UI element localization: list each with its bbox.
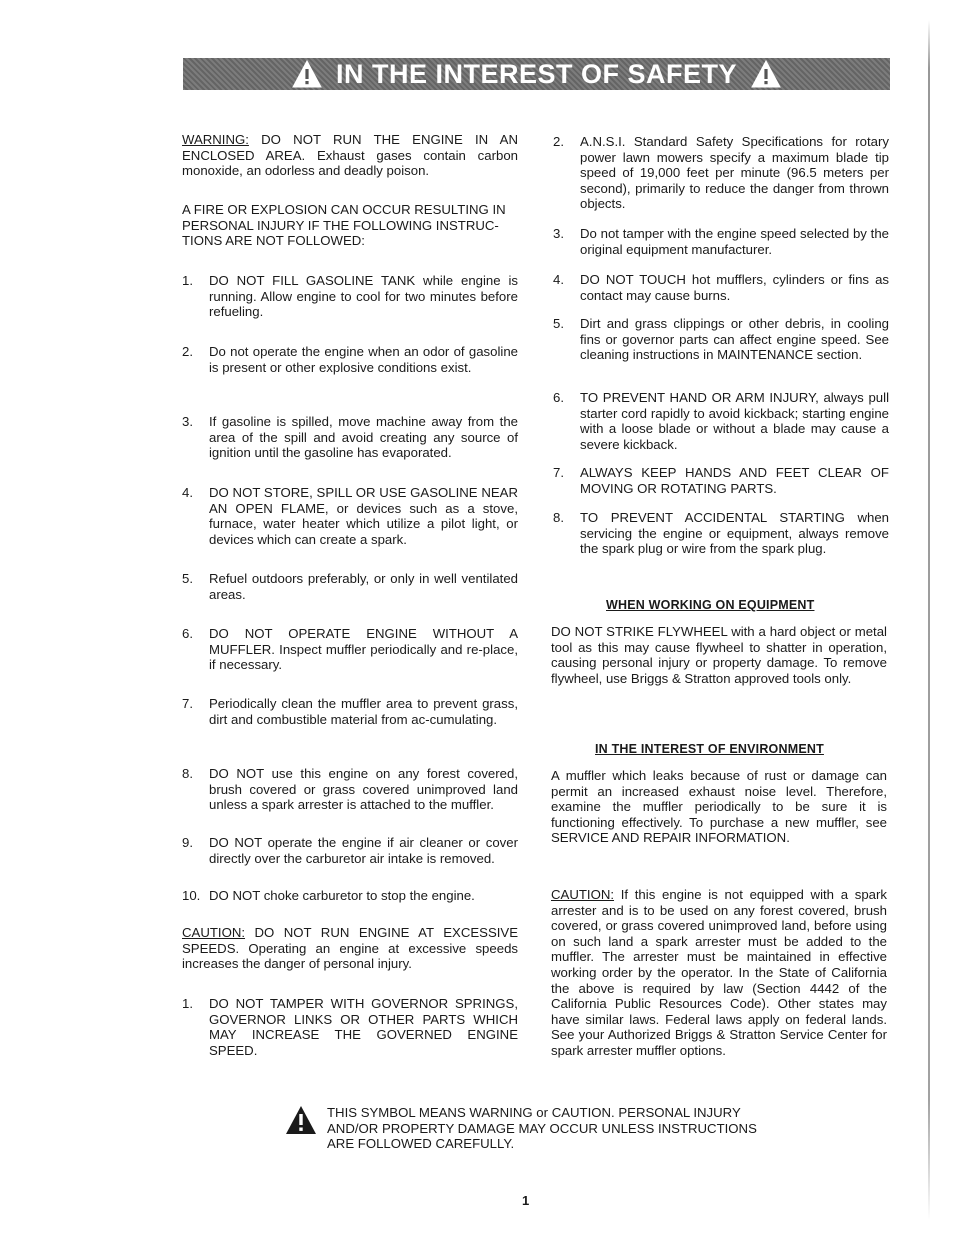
item-number: 2. [182, 344, 193, 359]
equipment-paragraph: DO NOT STRIKE FLYWHEEL with a hard object or metal tool as this may cause flywheel to shatter in operation, causing personal injury or property damage. To remove flywheel, use Briggs & Stratton approved tools only. [551, 624, 887, 686]
list-item [553, 316, 889, 363]
item-number: 5. [553, 316, 564, 331]
item-number: 10. [182, 888, 201, 903]
item-text: TO PREVENT ACCIDENTAL STARTING when servicing the engine or equipment, always remove the spark plug or wire from the spark plug. [580, 510, 889, 557]
item-number: 8. [553, 510, 564, 525]
item-text: DO NOT STORE, SPILL OR USE GASOLINE NEAR AN OPEN FLAME, or devices such as a stove, furnace, water heater which utilize a pilot light, or devices which can create a spark. [209, 485, 518, 547]
list-item [553, 465, 889, 496]
equipment-heading: WHEN WORKING ON EQUIPMENT [606, 598, 815, 612]
warning-triangle-icon [292, 60, 322, 88]
item-text: If gasoline is spilled, move machine away from the area of the spill and avoid creating any source of ignition until the gasoline has evaporated. [209, 414, 518, 461]
list-item [182, 626, 518, 673]
spark-arrester-caution [551, 887, 887, 1059]
list-item [182, 344, 518, 375]
list-item [553, 134, 889, 212]
item-text: Do not operate the engine when an odor of gasoline is present or other explosive conditions exist. [209, 344, 518, 375]
item-text: DO NOT FILL GASOLINE TANK while engine is running. Allow engine to cool for two minutes before refueling. [209, 273, 518, 320]
list-item [553, 226, 889, 257]
list-item [182, 571, 518, 602]
item-number: 7. [553, 465, 564, 480]
list-item [182, 835, 518, 866]
item-number: 5. [182, 571, 193, 586]
caution-text: DO NOT RUN ENGINE AT EXCESSIVE SPEEDS. Operating an engine at excessive speeds increases the danger of personal injury. [182, 925, 518, 972]
safety-banner [183, 58, 890, 90]
item-text: DO NOT TOUCH hot mufflers, cylinders or fins as contact may cause burns. [580, 272, 889, 303]
list-item [182, 888, 518, 904]
list-item [553, 272, 889, 303]
item-text: A.N.S.I. Standard Safety Specifications for rotary power lawn mowers specify a maximum blade tip speed of 19,000 feet per minute (96.5 meters per second), primarily to reduce the danger from thrown objects. [580, 134, 889, 212]
item-text: Refuel outdoors preferably, or only in well ventilated areas. [209, 571, 518, 602]
caution-text: If this engine is not equipped with a spark arrester and is to be used on any forest covered, brush covered, or grass covered unimproved land, before using on such land a spark arrester must be added to the muffler. The arrester must be maintained in effective working order by the operator. In the State of California the above is required by law (Section 4442 of the California Public Resources Code). Other states may have similar laws. Federal laws apply on federal lands. See your Authorized Briggs & Stratton Service Center for spark arrester muffler options. [551, 887, 888, 1058]
item-number: 9. [182, 835, 193, 850]
item-number: 2. [553, 134, 564, 149]
warning-triangle-icon [285, 1105, 317, 1135]
warning-label: WARNING: [182, 132, 249, 147]
item-text: Periodically clean the muffler area to prevent grass, dirt and combustible material from ac-cumulating. [209, 696, 518, 727]
environment-heading: IN THE INTEREST OF ENVIRONMENT [595, 742, 824, 756]
list-item [553, 510, 889, 557]
item-number: 7. [182, 696, 193, 711]
item-text: DO NOT use this engine on any forest covered, brush covered or grass covered unimproved land unless a spark arrester is attached to the muffler. [209, 766, 518, 813]
list-item [182, 273, 518, 320]
item-number: 3. [553, 226, 564, 241]
warning-triangle-icon [751, 60, 781, 88]
item-number: 3. [182, 414, 193, 429]
item-number: 4. [553, 272, 564, 287]
item-text: TO PREVENT HAND OR ARM INJURY, always pull starter cord rapidly to avoid kickback; starting engine with a loose blade or without a blade may cause a severe kickback. [580, 390, 889, 452]
list-item [182, 414, 518, 461]
page-number: 1 [522, 1193, 530, 1208]
caution-label: CAUTION: [551, 887, 615, 902]
warning-text: DO NOT RUN THE ENGINE IN AN ENCLOSED AREA. Exhaust gases contain carbon monoxide, an odorless and deadly poison. [182, 132, 518, 179]
item-text: Dirt and grass clippings or other debris, in cooling fins or governor parts can affect engine speed. See cleaning instructions in MAINTENANCE section. [580, 316, 889, 363]
banner-title: IN THE INTEREST OF SAFETY [335, 58, 738, 89]
caution-paragraph [182, 925, 518, 972]
symbol-legend-text: THIS SYMBOL MEANS WARNING or CAUTION. PERSONAL INJURY AND/OR PROPERTY DAMAGE MAY OCCUR UNLESS INSTRUCTIONS ARE FOLLOWED CAREFULLY. [327, 1105, 757, 1152]
list-item [553, 390, 889, 452]
item-number: 6. [553, 390, 564, 405]
item-number: 1. [182, 273, 193, 288]
item-text: Do not tamper with the engine speed selected by the original equipment manufacturer. [580, 226, 889, 257]
item-text: DO NOT choke carburetor to stop the engine. [209, 888, 475, 903]
item-number: 6. [182, 626, 193, 641]
page-edge-rule [928, 20, 930, 1220]
item-text: ALWAYS KEEP HANDS AND FEET CLEAR OF MOVING OR ROTATING PARTS. [580, 465, 889, 496]
fire-paragraph: A FIRE OR EXPLOSION CAN OCCUR RESULTING IN PERSONAL INJURY IF THE FOLLOWING INSTRUC-TIONS ARE NOT FOLLOWED: [182, 202, 506, 249]
list-item [182, 996, 518, 1058]
symbol-legend [285, 1105, 777, 1152]
environment-paragraph: A muffler which leaks because of rust or damage can permit an increased exhaust noise level. Therefore, examine the muffler periodically to be sure it is functioning effectively. To purchase a new muffler, see SERVICE AND REPAIR INFORMATION. [551, 768, 887, 846]
item-number: 8. [182, 766, 193, 781]
item-text: DO NOT operate the engine if air cleaner or cover directly over the carburetor air intake is removed. [209, 835, 518, 866]
caution-label: CAUTION: [182, 925, 246, 940]
item-text: DO NOT OPERATE ENGINE WITHOUT A MUFFLER. Inspect muffler periodically and re-place, if necessary. [209, 626, 518, 673]
item-number: 4. [182, 485, 193, 500]
list-item [182, 766, 518, 813]
item-text: DO NOT TAMPER WITH GOVERNOR SPRINGS, GOVERNOR LINKS OR OTHER PARTS WHICH MAY INCREASE THE GOVERNED ENGINE SPEED. [209, 996, 518, 1058]
warning-paragraph [182, 132, 518, 179]
list-item [182, 696, 518, 727]
list-item [182, 485, 518, 547]
item-number: 1. [182, 996, 193, 1011]
